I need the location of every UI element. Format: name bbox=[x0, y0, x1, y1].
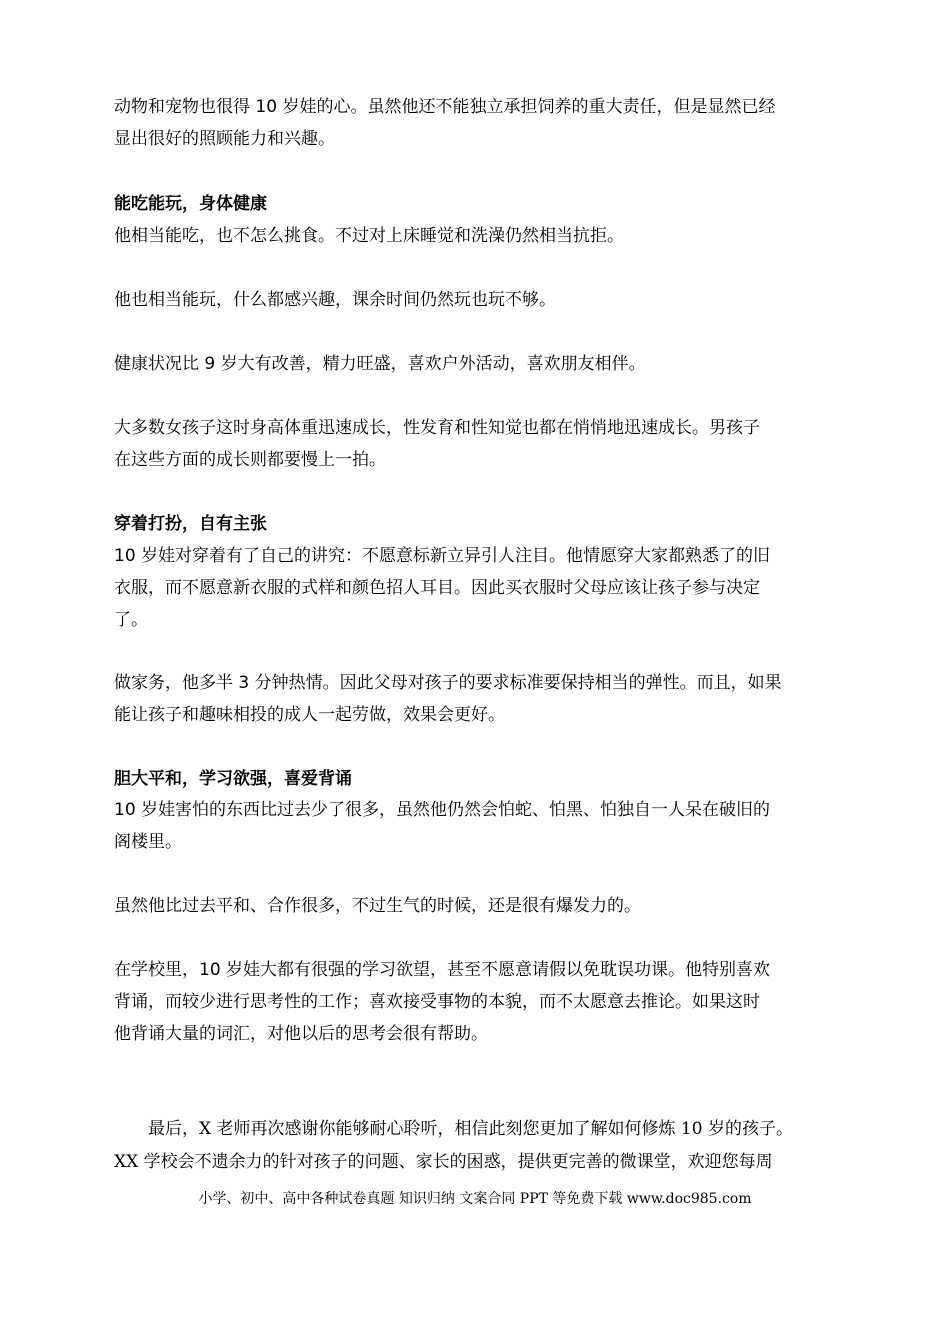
paragraph-line: 他相当能吃，也不怎么挑食。不过对上床睡觉和洗澡仍然相当抗拒。 bbox=[114, 226, 624, 246]
paragraph-line: 他背诵大量的词汇，对他以后的思考会很有帮助。 bbox=[114, 1024, 488, 1044]
page-footer: 小学、初中、高中各种试卷真题 知识归纳 文案合同 PPT 等免费下载 www.doc985.com bbox=[198, 1191, 752, 1207]
paragraph-line: 10 岁娃害怕的东西比过去少了很多，虽然他仍然会怕蛇、怕黑、怕独自一人呆在破旧的 bbox=[114, 800, 771, 820]
paragraph-line: 背诵，而较少进行思考性的工作；喜欢接受事物的本貌，而不太愿意去推论。如果这时 bbox=[114, 992, 760, 1012]
paragraph bbox=[114, 348, 874, 380]
paragraph-line: 大多数女孩子这时身高体重迅速成长，性发育和性知觉也都在悄悄地迅速成长。男孩子 bbox=[114, 418, 760, 438]
paragraph bbox=[114, 220, 874, 252]
paragraph bbox=[114, 667, 874, 731]
section-heading: 胆大平和，学习欲强，喜爱背诵 bbox=[114, 769, 352, 789]
paragraph bbox=[114, 794, 874, 858]
paragraph bbox=[114, 890, 874, 922]
paragraph-line: 阁楼里。 bbox=[114, 832, 182, 852]
paragraph-line: 了。 bbox=[114, 610, 148, 630]
paragraph-line: 在学校里，10 岁娃大都有很强的学习欲望，甚至不愿意请假以免耽误功课。他特别喜欢 bbox=[114, 960, 771, 980]
paragraph-line: 衣服，而不愿意新衣服的式样和颜色招人耳目。因此买衣服时父母应该让孩子参与决定 bbox=[114, 578, 760, 598]
closing-paragraph bbox=[114, 1113, 904, 1179]
paragraph-line: 在这些方面的成长则都要慢上一拍。 bbox=[114, 450, 386, 470]
paragraph bbox=[114, 412, 874, 476]
paragraph-line: 动物和宠物也很得 10 岁娃的心。虽然他还不能独立承担饲养的重大责任，但是显然已经 bbox=[114, 97, 776, 117]
paragraph bbox=[114, 91, 874, 155]
paragraph bbox=[114, 540, 874, 636]
paragraph-line: 健康状况比 9 岁大有改善，精力旺盛，喜欢户外活动，喜欢朋友相伴。 bbox=[114, 354, 646, 374]
paragraph bbox=[114, 954, 874, 1050]
paragraph-line: 显出很好的照顾能力和兴趣。 bbox=[114, 129, 335, 149]
paragraph-line: XX 学校会不遗余力的针对孩子的问题、家长的困惑，提供更完善的微课堂，欢迎您每周 bbox=[114, 1152, 773, 1172]
paragraph-line: 10 岁娃对穿着有了自己的讲究：不愿意标新立异引人注目。他情愿穿大家都熟悉了的旧 bbox=[114, 546, 771, 566]
paragraph bbox=[114, 284, 874, 316]
paragraph-line: 最后，X 老师再次感谢你能够耐心聆听，相信此刻您更加了解如何修炼 10 岁的孩子。 bbox=[114, 1119, 793, 1139]
paragraph-line: 做家务，他多半 3 分钟热情。因此父母对孩子的要求标准要保持相当的弹性。而且，如果 bbox=[114, 673, 782, 693]
section-heading: 能吃能玩，身体健康 bbox=[114, 194, 267, 214]
paragraph-line: 他也相当能玩，什么都感兴趣，课余时间仍然玩也玩不够。 bbox=[114, 290, 556, 310]
paragraph-line: 能让孩子和趣味相投的成人一起劳做，效果会更好。 bbox=[114, 705, 505, 725]
paragraph-line: 虽然他比过去平和、合作很多，不过生气的时候，还是很有爆发力的。 bbox=[114, 896, 641, 916]
section-heading: 穿着打扮，自有主张 bbox=[114, 514, 267, 534]
